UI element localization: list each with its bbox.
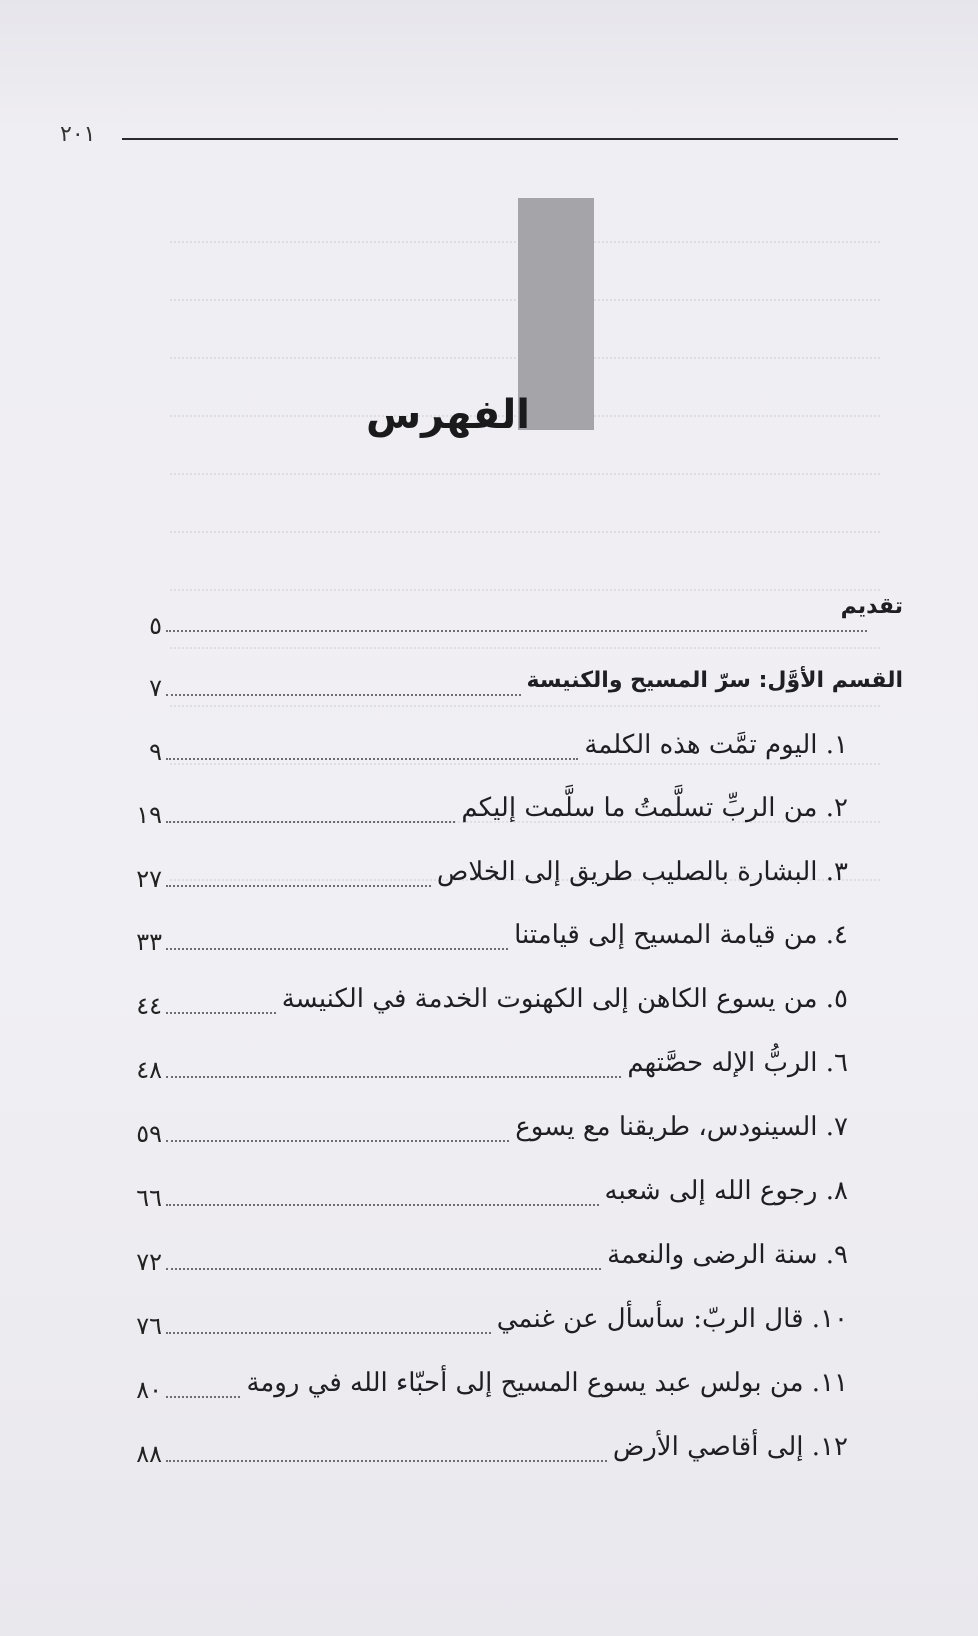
toc-leader [166, 1268, 601, 1270]
toc-entry [0, 914, 978, 964]
toc-entry-page: ٧ [149, 674, 162, 702]
toc-entry-page: ١٩ [136, 801, 162, 829]
toc-leader [166, 630, 867, 632]
toc-entry-title: ٧. السينودس، طريقنا مع يسوع [515, 1112, 848, 1142]
toc-entry-page: ٥٩ [136, 1120, 162, 1148]
toc-leader [166, 1332, 491, 1334]
toc-entry-page: ٦٦ [136, 1184, 162, 1212]
toc-leader [166, 1460, 607, 1462]
toc-leader [166, 694, 521, 696]
toc-entry-title: القسم الأوَّل: سرّ المسيح والكنيسة [526, 668, 903, 693]
toc-entry [0, 1170, 978, 1220]
toc-entry-title: ١١. من بولس عبد يسوع المسيح إلى أحبّاء الله في رومة [246, 1368, 848, 1398]
toc-entry-title: ٥. من يسوع الكاهن إلى الكهنوت الخدمة في الكنيسة [281, 984, 848, 1014]
toc-entry-title: ٤. من قيامة المسيح إلى قيامتنا [514, 920, 848, 950]
toc-entry [0, 1426, 978, 1476]
toc-entry [0, 1234, 978, 1284]
toc-entry [0, 724, 978, 774]
toc-leader [166, 1012, 276, 1014]
toc-entry [0, 596, 978, 646]
toc-entry-title: تقديم [840, 594, 903, 619]
toc-entry-title: ٣. البشارة بالصليب طريق إلى الخلاص [436, 857, 848, 887]
toc-entry-page: ٢٧ [136, 865, 162, 893]
page-number: ٢٠١ [60, 122, 96, 147]
toc-entry-page: ٨٠ [136, 1376, 162, 1404]
toc-entry-page: ٤٤ [136, 992, 162, 1020]
toc-entry-title: ٨. رجوع الله إلى شعبه [604, 1176, 848, 1206]
toc-leader [166, 1204, 599, 1206]
toc-entry [0, 1298, 978, 1348]
page-title: الفهرس [365, 392, 530, 438]
toc-leader [166, 758, 578, 760]
toc-entry-page: ٧٢ [136, 1248, 162, 1276]
toc-entry [0, 1042, 978, 1092]
toc-entry-title: ٢. من الربِّ تسلَّمتُ ما سلَّمت إليكم [461, 793, 848, 823]
toc-entry-title: ١٢. إلى أقاصي الأرض [612, 1432, 848, 1462]
toc-entry-title: ١. اليوم تمَّت هذه الكلمة [584, 730, 848, 760]
toc-entry-page: ٧٦ [136, 1312, 162, 1340]
toc-entry [0, 787, 978, 837]
toc-entry-page: ٥ [149, 612, 162, 640]
toc-leader [166, 885, 431, 887]
toc-entry [0, 1362, 978, 1412]
toc-leader [166, 821, 455, 823]
toc-leader [166, 1076, 621, 1078]
toc-entry-title: ٩. سنة الرضى والنعمة [607, 1240, 848, 1270]
toc-leader [166, 1140, 509, 1142]
toc-entry [0, 978, 978, 1028]
toc-entry [0, 1106, 978, 1156]
toc-entry-page: ٤٨ [136, 1056, 162, 1084]
toc-entry-page: ٩ [149, 738, 162, 766]
toc-entry-page: ٨٨ [136, 1440, 162, 1468]
toc-entry-page: ٣٣ [136, 928, 162, 956]
toc-entry [0, 851, 978, 901]
toc-entry-title: ١٠. قال الربّ: سأسأل عن غنمي [496, 1304, 848, 1334]
toc-leader [166, 1396, 240, 1398]
toc-entry-title: ٦. الربُّ الإله حصَّتهم [627, 1048, 848, 1078]
toc-entry [0, 660, 978, 710]
toc-leader [166, 948, 508, 950]
